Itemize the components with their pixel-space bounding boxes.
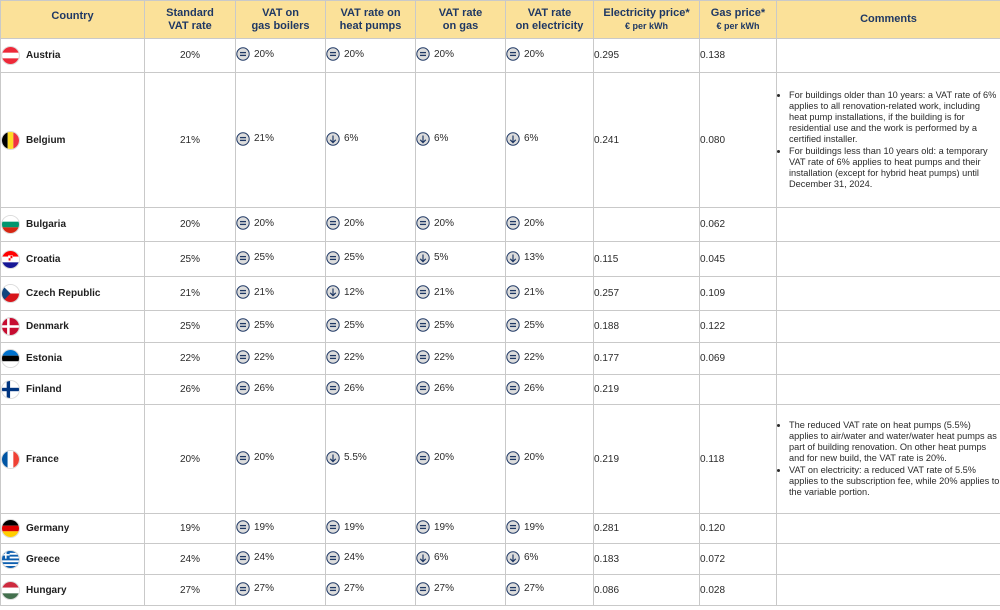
gas-vat-value: 26%: [434, 382, 455, 394]
electricity-price-cell: 0.219: [594, 405, 700, 514]
heatpumps-vat-cell: [326, 73, 416, 208]
boilers-vat-cell: [236, 343, 326, 375]
equals-circle-icon: [236, 381, 250, 395]
standard-vat-cell: 25%: [145, 242, 236, 277]
comments-cell: [777, 544, 1000, 575]
equals-circle-icon: [506, 47, 520, 61]
equals-circle-icon: [236, 132, 250, 146]
comments-cell: [777, 73, 1000, 208]
equals-circle-icon: [506, 285, 520, 299]
table-row: [1, 343, 1000, 375]
equals-circle-icon: [506, 381, 520, 395]
arrow-down-circle-icon: [506, 251, 520, 265]
electricity-vat-value: 20%: [524, 452, 545, 463]
hungary-flag-icon: [1, 581, 20, 600]
standard-vat-cell: 25%: [145, 311, 236, 343]
electricity-price-cell: 0.183: [594, 544, 700, 575]
gas-vat-value: 20%: [434, 217, 455, 229]
table-body: [1, 39, 1000, 606]
gas-price-cell: 0.028: [700, 575, 777, 606]
boilers-vat-value: 26%: [254, 382, 275, 394]
country-cell: [1, 242, 145, 277]
electricity-vat-cell: [506, 311, 594, 343]
finland-flag-icon: [1, 380, 20, 399]
gas-vat-value: 21%: [434, 286, 455, 298]
heatpumps-vat-value: 6%: [344, 133, 359, 144]
equals-circle-icon: [416, 47, 430, 61]
table-row: [1, 73, 1000, 208]
electricity-vat-cell: [506, 39, 594, 73]
equals-circle-icon: [236, 520, 250, 534]
country-cell: [1, 375, 145, 405]
table-row: [1, 575, 1000, 606]
electricity-vat-value: 19%: [524, 521, 545, 533]
gas-vat-value: 19%: [434, 521, 455, 533]
gas-vat-value: 20%: [434, 48, 455, 60]
equals-circle-icon: [506, 216, 520, 230]
boilers-vat-value: 22%: [254, 351, 275, 363]
comments-list: [777, 90, 1000, 191]
equals-circle-icon: [236, 350, 250, 364]
boilers-vat-value: 21%: [254, 286, 275, 298]
heatpumps-vat-value: 26%: [344, 382, 365, 394]
equals-circle-icon: [326, 551, 340, 565]
equals-circle-icon: [416, 381, 430, 395]
equals-circle-icon: [236, 285, 250, 299]
heatpumps-vat-cell: [326, 343, 416, 375]
standard-vat-cell: 21%: [145, 277, 236, 311]
gas-vat-cell: [416, 277, 506, 311]
arrow-down-circle-icon: [416, 551, 430, 565]
gas-price-cell: 0.080: [700, 73, 777, 208]
header-vat-gas-boilers: VAT on gas boilers: [236, 1, 326, 39]
gas-price-cell: 0.118: [700, 405, 777, 514]
comment-item: • For buildings less than 10 years old: a temporary VAT rate of 6% applies to heat pumps and their installation (except for hybrid heat pumps) until December 31, 2024.: [789, 146, 1000, 191]
gas-vat-cell: [416, 73, 506, 208]
gas-vat-value: 25%: [434, 319, 455, 331]
electricity-vat-value: 26%: [524, 382, 545, 394]
equals-circle-icon: [506, 520, 520, 534]
electricity-price-cell: 0.257: [594, 277, 700, 311]
gas-vat-value: 5%: [434, 252, 449, 263]
heatpumps-vat-cell: [326, 575, 416, 606]
header-electricity-price: Electricity price* € per kWh: [594, 1, 700, 39]
header-row: [1, 1, 1000, 39]
gas-vat-cell: [416, 242, 506, 277]
country-cell: [1, 405, 145, 514]
gas-vat-value: 6%: [434, 133, 449, 144]
heatpumps-vat-value: 12%: [344, 286, 365, 298]
denmark-flag-icon: [1, 317, 20, 336]
heatpumps-vat-cell: [326, 405, 416, 514]
country-cell: [1, 544, 145, 575]
header-vat-heat-pumps: VAT rate on heat pumps: [326, 1, 416, 39]
boilers-vat-cell: [236, 39, 326, 73]
gas-vat-cell: [416, 208, 506, 242]
country-name: Belgium: [26, 134, 66, 146]
heatpumps-vat-cell: [326, 311, 416, 343]
electricity-vat-value: 21%: [524, 286, 545, 298]
comments-cell: [777, 311, 1000, 343]
country-name: Czech Republic: [26, 288, 101, 299]
heatpumps-vat-cell: [326, 544, 416, 575]
heatpumps-vat-value: 24%: [344, 552, 365, 563]
standard-vat-cell: 20%: [145, 39, 236, 73]
czech-flag-icon: [1, 284, 20, 303]
header-country: Country: [1, 1, 145, 39]
gas-price-cell: 0.069: [700, 343, 777, 375]
heatpumps-vat-value: 27%: [344, 583, 365, 594]
arrow-down-circle-icon: [326, 285, 340, 299]
boilers-vat-cell: [236, 208, 326, 242]
boilers-vat-value: 20%: [254, 217, 275, 229]
gas-vat-value: 6%: [434, 552, 449, 563]
france-flag-icon: [1, 450, 20, 469]
gas-price-cell: 0.072: [700, 544, 777, 575]
comments-cell: [777, 242, 1000, 277]
gas-price-cell: 0.120: [700, 514, 777, 544]
table-row: [1, 242, 1000, 277]
equals-circle-icon: [326, 47, 340, 61]
boilers-vat-cell: [236, 544, 326, 575]
electricity-price-cell: 0.115: [594, 242, 700, 277]
gas-price-cell: 0.045: [700, 242, 777, 277]
equals-circle-icon: [236, 216, 250, 230]
table-row: [1, 311, 1000, 343]
equals-circle-icon: [416, 216, 430, 230]
equals-circle-icon: [236, 47, 250, 61]
country-cell: [1, 575, 145, 606]
gas-vat-value: 22%: [434, 351, 455, 363]
electricity-vat-value: 20%: [524, 217, 545, 229]
equals-circle-icon: [506, 318, 520, 332]
belgium-flag-icon: [1, 131, 20, 150]
boilers-vat-cell: [236, 405, 326, 514]
header-gas-price: Gas price* € per kWh: [700, 1, 777, 39]
country-name: Bulgaria: [26, 219, 67, 230]
table-row: [1, 375, 1000, 405]
heatpumps-vat-value: 19%: [344, 521, 365, 533]
electricity-vat-value: 22%: [524, 351, 545, 363]
equals-circle-icon: [506, 350, 520, 364]
gas-vat-cell: [416, 405, 506, 514]
electricity-vat-value: 6%: [524, 133, 539, 144]
arrow-down-circle-icon: [506, 551, 520, 565]
gas-vat-cell: [416, 311, 506, 343]
country-cell: [1, 208, 145, 242]
equals-circle-icon: [506, 451, 520, 465]
standard-vat-cell: 21%: [145, 73, 236, 208]
estonia-flag-icon: [1, 349, 20, 368]
boilers-vat-value: 27%: [254, 583, 275, 594]
standard-vat-cell: 19%: [145, 514, 236, 544]
boilers-vat-cell: [236, 375, 326, 405]
comments-cell: [777, 39, 1000, 73]
country-cell: [1, 39, 145, 73]
country-name: Denmark: [26, 321, 69, 332]
electricity-vat-cell: [506, 514, 594, 544]
equals-circle-icon: [416, 582, 430, 596]
electricity-price-cell: 0.177: [594, 343, 700, 375]
electricity-vat-cell: [506, 375, 594, 405]
equals-circle-icon: [416, 520, 430, 534]
heatpumps-vat-value: 5.5%: [344, 452, 367, 463]
table-row: [1, 405, 1000, 514]
comment-item: • The reduced VAT rate on heat pumps (5.5%) applies to air/water and water/water heat pumps as part of building renovation. On other heat pumps and for new build, the VAT rate is 20%.: [789, 420, 1000, 465]
boilers-vat-cell: [236, 277, 326, 311]
country-cell: [1, 73, 145, 208]
table-row: [1, 208, 1000, 242]
equals-circle-icon: [236, 551, 250, 565]
heatpumps-vat-value: 20%: [344, 48, 365, 60]
equals-circle-icon: [326, 251, 340, 265]
comments-list: [777, 420, 1000, 498]
equals-circle-icon: [326, 381, 340, 395]
equals-circle-icon: [326, 318, 340, 332]
electricity-vat-cell: [506, 242, 594, 277]
greece-flag-icon: [1, 550, 20, 569]
comment-item: • VAT on electricity: a reduced VAT rate of 5.5% applies to the subscription fee, while 20% applies to the variable portion.: [789, 465, 1000, 499]
electricity-vat-value: 20%: [524, 48, 545, 60]
boilers-vat-value: 21%: [254, 133, 275, 144]
boilers-vat-cell: [236, 73, 326, 208]
boilers-vat-cell: [236, 514, 326, 544]
comment-item: • For buildings older than 10 years: a VAT rate of 6% applies to all renovation-related work, including heat pump installations, if the building is for residential use and the work is performed by a certified installer.: [789, 90, 1000, 146]
arrow-down-circle-icon: [416, 132, 430, 146]
electricity-vat-cell: [506, 73, 594, 208]
standard-vat-cell: 27%: [145, 575, 236, 606]
equals-circle-icon: [416, 285, 430, 299]
comments-cell: [777, 277, 1000, 311]
country-name: Finland: [26, 384, 62, 395]
gas-vat-cell: [416, 375, 506, 405]
country-name: Croatia: [26, 253, 61, 265]
country-name: Estonia: [26, 353, 63, 364]
arrow-down-circle-icon: [326, 132, 340, 146]
boilers-vat-cell: [236, 242, 326, 277]
gas-price-cell: 0.109: [700, 277, 777, 311]
boilers-vat-value: 24%: [254, 552, 275, 563]
table-row: [1, 544, 1000, 575]
table-row: [1, 39, 1000, 73]
gas-vat-cell: [416, 575, 506, 606]
gas-vat-cell: [416, 39, 506, 73]
boilers-vat-value: 25%: [254, 319, 275, 331]
gas-price-cell: 0.138: [700, 39, 777, 73]
arrow-down-circle-icon: [326, 451, 340, 465]
heatpumps-vat-value: 22%: [344, 351, 365, 363]
electricity-vat-value: 6%: [524, 552, 539, 563]
header-vat-electricity: VAT rate on electricity: [506, 1, 594, 39]
boilers-vat-value: 19%: [254, 521, 275, 533]
electricity-price-cell: 0.219: [594, 375, 700, 405]
electricity-vat-value: 25%: [524, 319, 545, 331]
equals-circle-icon: [236, 582, 250, 596]
electricity-vat-cell: [506, 575, 594, 606]
electricity-price-cell: 0.188: [594, 311, 700, 343]
electricity-price-cell: 0.086: [594, 575, 700, 606]
gas-vat-cell: [416, 544, 506, 575]
standard-vat-cell: 26%: [145, 375, 236, 405]
heatpumps-vat-cell: [326, 208, 416, 242]
comments-cell: [777, 514, 1000, 544]
country-name: Austria: [26, 50, 61, 61]
country-cell: [1, 514, 145, 544]
electricity-vat-cell: [506, 277, 594, 311]
comments-cell: [777, 405, 1000, 514]
heatpumps-vat-cell: [326, 375, 416, 405]
country-cell: [1, 277, 145, 311]
equals-circle-icon: [236, 451, 250, 465]
country-cell: [1, 343, 145, 375]
croatia-flag-icon: [1, 250, 20, 269]
boilers-vat-value: 20%: [254, 48, 275, 60]
gas-price-cell: [700, 375, 777, 405]
gas-vat-cell: [416, 514, 506, 544]
heatpumps-vat-cell: [326, 514, 416, 544]
equals-circle-icon: [416, 350, 430, 364]
electricity-price-cell: [594, 208, 700, 242]
country-name: France: [26, 453, 59, 465]
heatpumps-vat-value: 20%: [344, 217, 365, 229]
gas-vat-value: 20%: [434, 452, 455, 463]
electricity-price-cell: 0.281: [594, 514, 700, 544]
electricity-price-cell: 0.295: [594, 39, 700, 73]
boilers-vat-value: 20%: [254, 452, 275, 463]
arrow-down-circle-icon: [506, 132, 520, 146]
electricity-vat-value: 27%: [524, 583, 545, 594]
gas-vat-value: 27%: [434, 583, 455, 594]
comments-cell: [777, 343, 1000, 375]
boilers-vat-cell: [236, 311, 326, 343]
equals-circle-icon: [416, 318, 430, 332]
country-name: Germany: [26, 523, 70, 534]
electricity-vat-cell: [506, 544, 594, 575]
equals-circle-icon: [326, 582, 340, 596]
standard-vat-cell: 20%: [145, 208, 236, 242]
electricity-vat-cell: [506, 343, 594, 375]
boilers-vat-cell: [236, 575, 326, 606]
austria-flag-icon: [1, 46, 20, 65]
equals-circle-icon: [326, 520, 340, 534]
standard-vat-cell: 22%: [145, 343, 236, 375]
comments-cell: [777, 375, 1000, 405]
boilers-vat-value: 25%: [254, 252, 275, 263]
heatpumps-vat-value: 25%: [344, 319, 365, 331]
comments-cell: [777, 208, 1000, 242]
equals-circle-icon: [506, 582, 520, 596]
standard-vat-cell: 20%: [145, 405, 236, 514]
table-row: [1, 277, 1000, 311]
equals-circle-icon: [236, 318, 250, 332]
electricity-vat-cell: [506, 405, 594, 514]
standard-vat-cell: 24%: [145, 544, 236, 575]
electricity-vat-cell: [506, 208, 594, 242]
gas-price-cell: 0.062: [700, 208, 777, 242]
table-row: [1, 514, 1000, 544]
country-name: Hungary: [26, 584, 67, 596]
equals-circle-icon: [326, 350, 340, 364]
header-standard-vat: Standard VAT rate: [145, 1, 236, 39]
equals-circle-icon: [326, 216, 340, 230]
bulgaria-flag-icon: [1, 215, 20, 234]
germany-flag-icon: [1, 519, 20, 538]
equals-circle-icon: [236, 251, 250, 265]
country-cell: [1, 311, 145, 343]
electricity-price-cell: 0.241: [594, 73, 700, 208]
country-name: Greece: [26, 553, 60, 565]
heatpumps-vat-cell: [326, 242, 416, 277]
gas-vat-cell: [416, 343, 506, 375]
header-comments: Comments: [777, 1, 1000, 39]
header-vat-gas: VAT rate on gas: [416, 1, 506, 39]
arrow-down-circle-icon: [416, 251, 430, 265]
heatpumps-vat-cell: [326, 39, 416, 73]
equals-circle-icon: [416, 451, 430, 465]
heatpumps-vat-cell: [326, 277, 416, 311]
comments-cell: [777, 575, 1000, 606]
electricity-vat-value: 13%: [524, 252, 545, 263]
gas-price-cell: 0.122: [700, 311, 777, 343]
heatpumps-vat-value: 25%: [344, 252, 365, 263]
